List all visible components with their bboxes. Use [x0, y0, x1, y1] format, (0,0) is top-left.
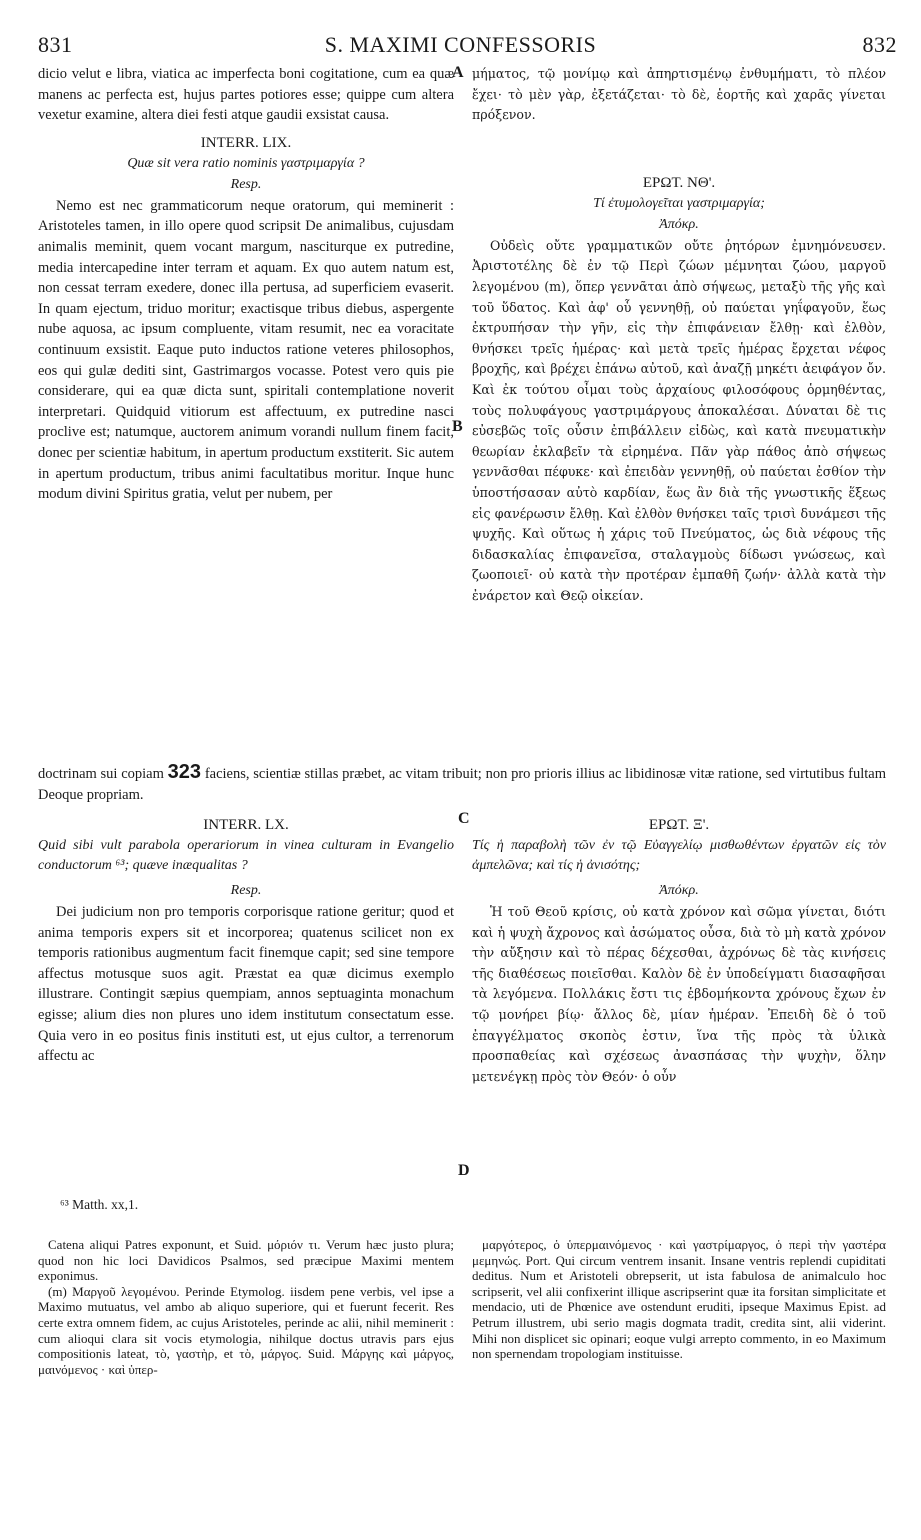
greek-q59-heading: ΕΡΩΤ. ΝΘ'.: [642, 174, 716, 191]
spanning-line-end: faciens, scientiæ stillas præbet, ac vitam tribuit; non pro prioris illius ac libidinosæ vitæ ratione, sed virtutibus fultam Deoque propriam.: [38, 766, 887, 803]
greek-q59-text: Οὐδεὶς οὔτε γραμματικῶν οὔτε ῥητόρων ἐμνημόνευσεν. Ἀριστοτέλης δὲ ἐν τῷ Περὶ ζώων μέμνηται ζώου, μαργοῦ λεγομένου (m), ὅπερ γεννᾶται ἀπὸ σήψεως, μεταξὺ τῆς γῆς καὶ τοῦ ὕδατος. Καὶ ἀφ' οὗ γεννηθῇ, οὐ παύεται γηΐφαγοῦν, ἕως ἐκτρυπήσαν τὴν γῆν, εἰς τὴν ἐπιφάνειαν ἔλθῃ· καὶ ἐλθὸν, θνήσκει τρεῖς ἡμέρας· καὶ μετὰ τρεῖς ἡμέρας ἔρχεται νέφος βροχῆς, καὶ βρέχει ἐπάνω αὐτοῦ, καὶ ἀναζῇ μηκέτι ἀειφάγον ὄν. Καὶ ἐκ τούτου οἶμαι τοὺς ἀρχαίους φιλοσόφους ὁρμηθέντας, τοὺς πολυφάγους γαστριμάργους ἀποκαλέσαι. Δύναται δὲ τις εὐσεβῶς τοῖς οὖσιν ἐπιβάλλειν εἰδὼς, καὶ κατὰ πνευματικὴν θεωρίαν ἐκλαβεῖν τὰ εἰρημένα. Πᾶν γὰρ πάθος ἀπὸ σήψεως γεννᾶσθαι πέφυκε· καὶ ἐπειδὰν γεννηθῇ, οὐ παύεται ἐσθίον τὴν ὑποστήσασαν αὐτὸ καρδίαν, ἕως ἂν διὰ τῆς γνωστικῆς ἕξεως εἰς φανέρωσιν ἔλθῃ. Καὶ ἐλθὸν θνήσκει ταῖς τρισὶ δυνάμεσι τῆς ψυχῆς. Καὶ οὕτως ἡ χάρις τοῦ Πνεύματος, ὡς διὰ νέφους τῆς διδασκαλίας ἐπιφανεῖσα, σταλαγμοὺς δίδωσι γνώσεως, καὶ ζωοποιεῖ· οὐ κατὰ τὴν προτέραν ἐμπαθῆ ζωήν· ἀλλὰ κατὰ τὴν ἐνάρετον καὶ Θεῷ οἰκείαν.: [472, 237, 886, 603]
latin-q59-heading: INTERR. LIX.: [200, 134, 292, 151]
latin-q60-text: Dei judicium non pro temporis corporisque ratione geritur; quod et anima temporis expers sit et incorporea; quatenus scilicet non ex temporis rationibus augmentum facit finemque capit; sed sine tempore affectus motusque suos agit. Præstat ea quæ dicimus exemplo illustrare. Contingit sæpius quempiam, annos septuaginta monachum egisse; alium dies non plures uno idem institutum consectatum esse. Quia vero in eo positus finis instituti est, ut ejus cultor, a terrenorum affectu ac: [38, 904, 454, 1065]
latin-q60-question: Quid sibi vult parabola operariorum in vinea culturam in Evangelio conductorum ⁶³; quæve inæqualitas ?: [38, 838, 454, 873]
margin-letter-d: D: [458, 1162, 470, 1179]
greek-q60-text: Ἡ τοῦ Θεοῦ κρίσις, οὐ κατὰ χρόνον καὶ σῶμα γίνεται, διότι καὶ ἡ ψυχὴ ἄχρονος καὶ ἀσώματος οὖσα, διὰ τὸ μὴ κατὰ χρόνον τὴν αὔξησιν καὶ τὸ πέρας δέχεσθαι, ἀχρόνως δὲ τὰς κινήσεις τῆς διαθέσεως ποιεῖσθαι. Καλὸν δὲ ἐν ὑποδείγματι διασαφῆσαι τὰ λεγόμενα. Πολλάκις ἔστι τις ἑβδομήκοντα χρόνους ἔχων ἐν τῷ μονήρει βίῳ· ἄλλος δὲ, μίαν ἡμέραν. Ἐπειδὴ δὲ ὁ τοῦ ἐπαγγέλματος σκοπὸς ἐστιν, ἵνα τῆς πρὸς τὰ ὑλικὰ προσπαθείας καὶ σχέσεως ἀνασπάσας τὴν ψυχὴν, ὅλην μετενέγκῃ πρὸς τὸν Θεόν· ὁ οὖν: [472, 904, 886, 1084]
notes-right: [472, 1237, 886, 1362]
latin-q59-question: Quæ sit vera ratio nominis γαστριμαργία ?: [127, 155, 365, 171]
note-left-paragraph-2: (m) Μαργοῦ λεγομένου. Perinde Etymolog. iisdem pene verbis, vel ipse a Maximo mutuatus, vel ambo ab aliquo superiore, qui et fuerunt fecerit. Res certe extra omnem fidem, ac cujus Aristoteles, perinde ac alii, nihil meminerit : cum alioqui clara sit vocis etymologia, nihilque doctus utravis pars ejus compositionis lateat, τὸ, γαστὴρ, et τὸ, μάργος. Suid. Μάργης καὶ μάργος, μαινόμενος · καὶ ὑπερ-: [38, 1283, 454, 1377]
margin-letter-a: A: [452, 64, 464, 81]
latin-q60-resp-label: Resp.: [230, 883, 262, 898]
notes-left: [38, 1237, 454, 1377]
latin-intro-paragraph: dicio velut e libra, viatica ac imperfecta boni cogitatione, cum ea quæ manens ac perfecta est, hujus partes potiores esse; quippe cum altera vexetur examine, altera diei festi atque gaudii exsistat causa.: [38, 66, 454, 124]
margin-letter-c: C: [458, 810, 470, 827]
greek-column-lower: [472, 814, 886, 1087]
latin-q59-resp-label: Resp.: [230, 176, 262, 192]
latin-q59-text: Nemo est nec grammaticorum neque oratorum, qui meminerit : Aristoteles tamen, in illo opere quod scripsit De animalibus, cujusdam animalis meminit, quem vocant margum, nasciturque ex putredine, media intercapedine inter terram et aquam. Ex quo autem natum est, non cessat terram exedere, donec illa pertusa, ad superficiem evaserit. In quam ejectum, triduo moritur; exactisque tribus diebus, aspergente nube aquosa, ac ipsum compluente, vitam resumit, nec ea voracitate continuum exsistit. Eaque puto inductos ratione veteres philosophos, eos qui gulæ dediti sint, Gastrimargos vocasse. Potest vero quis pie considerare, qui ea quæ dicta sunt, spiritali contemplatione noverit interpretari. Quidquid vitiorum est affectuum, ex putredine nasci proclive est; natumque, auctorem animum vorandi nullum finem facit, donec per scientiæ habitum, in apertum productum exstiterit. Sic autem in apertum productum, tribus animi facultatibus moritur. Inque hunc modum divini Spiritus gratia, velut per nubem, per: [38, 197, 454, 503]
footnote: ⁶³ Matth. xx,1.: [60, 1197, 139, 1212]
latin-column-lower: [38, 814, 454, 1067]
left-page-number: 831: [38, 32, 73, 57]
note-right-paragraph-1: μαργότερος, ὁ ὑπερμαινόμενος · καὶ γαστρίμαργος, ὁ περὶ τὴν γαστέρα μεμηνώς. Port. Qui circum ventrem insanit. Insane ventris replendi cupiditati deditus. Num et Aristoteli obrepserit, ut ista fabulosa de animalculo hoc scripserit, vel alii confixerint illique ascripserint quæ ita forsitan simplicitate et mendacio, uti de Phœnice ave ostendunt eruditi, ipseque Maximus Epist. ad Petrum illustrem, ubi serio magis dogmata tradit, credita sint, alii viderint. Mihi non displicet sic opinari; eoque vulgi arrepto commento, in eo Maximum non spernendam tropologiam instituisse.: [472, 1237, 886, 1362]
latin-q60-heading: INTERR. LX.: [203, 817, 289, 833]
column-number: 323: [167, 761, 202, 783]
greek-q60-question: Τίς ἡ παραβολὴ τῶν ἐν τῷ Εὐαγγελίῳ μισθωθέντων ἐργατῶν εἰς τὸν ἀμπελῶνα; καὶ τίς ἡ ἀνισότης;: [472, 838, 886, 873]
margin-letter-b: B: [452, 418, 463, 435]
greek-q59-question: Τί ἐτυμολογεῖται γαστριμαργία;: [593, 195, 765, 211]
running-title: S. MAXIMI CONFESSORIS: [324, 32, 597, 57]
spanning-line: [38, 762, 886, 805]
greek-q60-heading: ΕΡΩΤ. Ξ'.: [648, 817, 710, 833]
greek-column-upper: [472, 64, 886, 606]
note-left-paragraph-1: Catena aliqui Patres exponunt, et Suid. μόριόν τι. Verum hæc justo plura; quod non hic loci Davidicos Psalmos, sed præcipue Maximi mentem exponimus.: [38, 1237, 454, 1284]
right-page-number: 832: [862, 32, 897, 57]
greek-intro-paragraph: μήματος, τῷ μονίμῳ καὶ ἀπηρτισμένῳ ἐνθυμήματι, τὸ πλέον ἔχει· τὸ μὲν γὰρ, ἐξετάζεται· τὸ δὲ, ἑορτῆς καὶ χαρᾶς γίνεται πρόξενον.: [472, 66, 886, 123]
spanning-line-start: doctrinam sui copiam: [38, 766, 164, 782]
latin-column-upper: [38, 64, 454, 505]
greek-q60-resp-label: Ἀπόκρ.: [659, 883, 699, 898]
greek-q59-resp-label: Ἀπόκρ.: [659, 216, 699, 232]
